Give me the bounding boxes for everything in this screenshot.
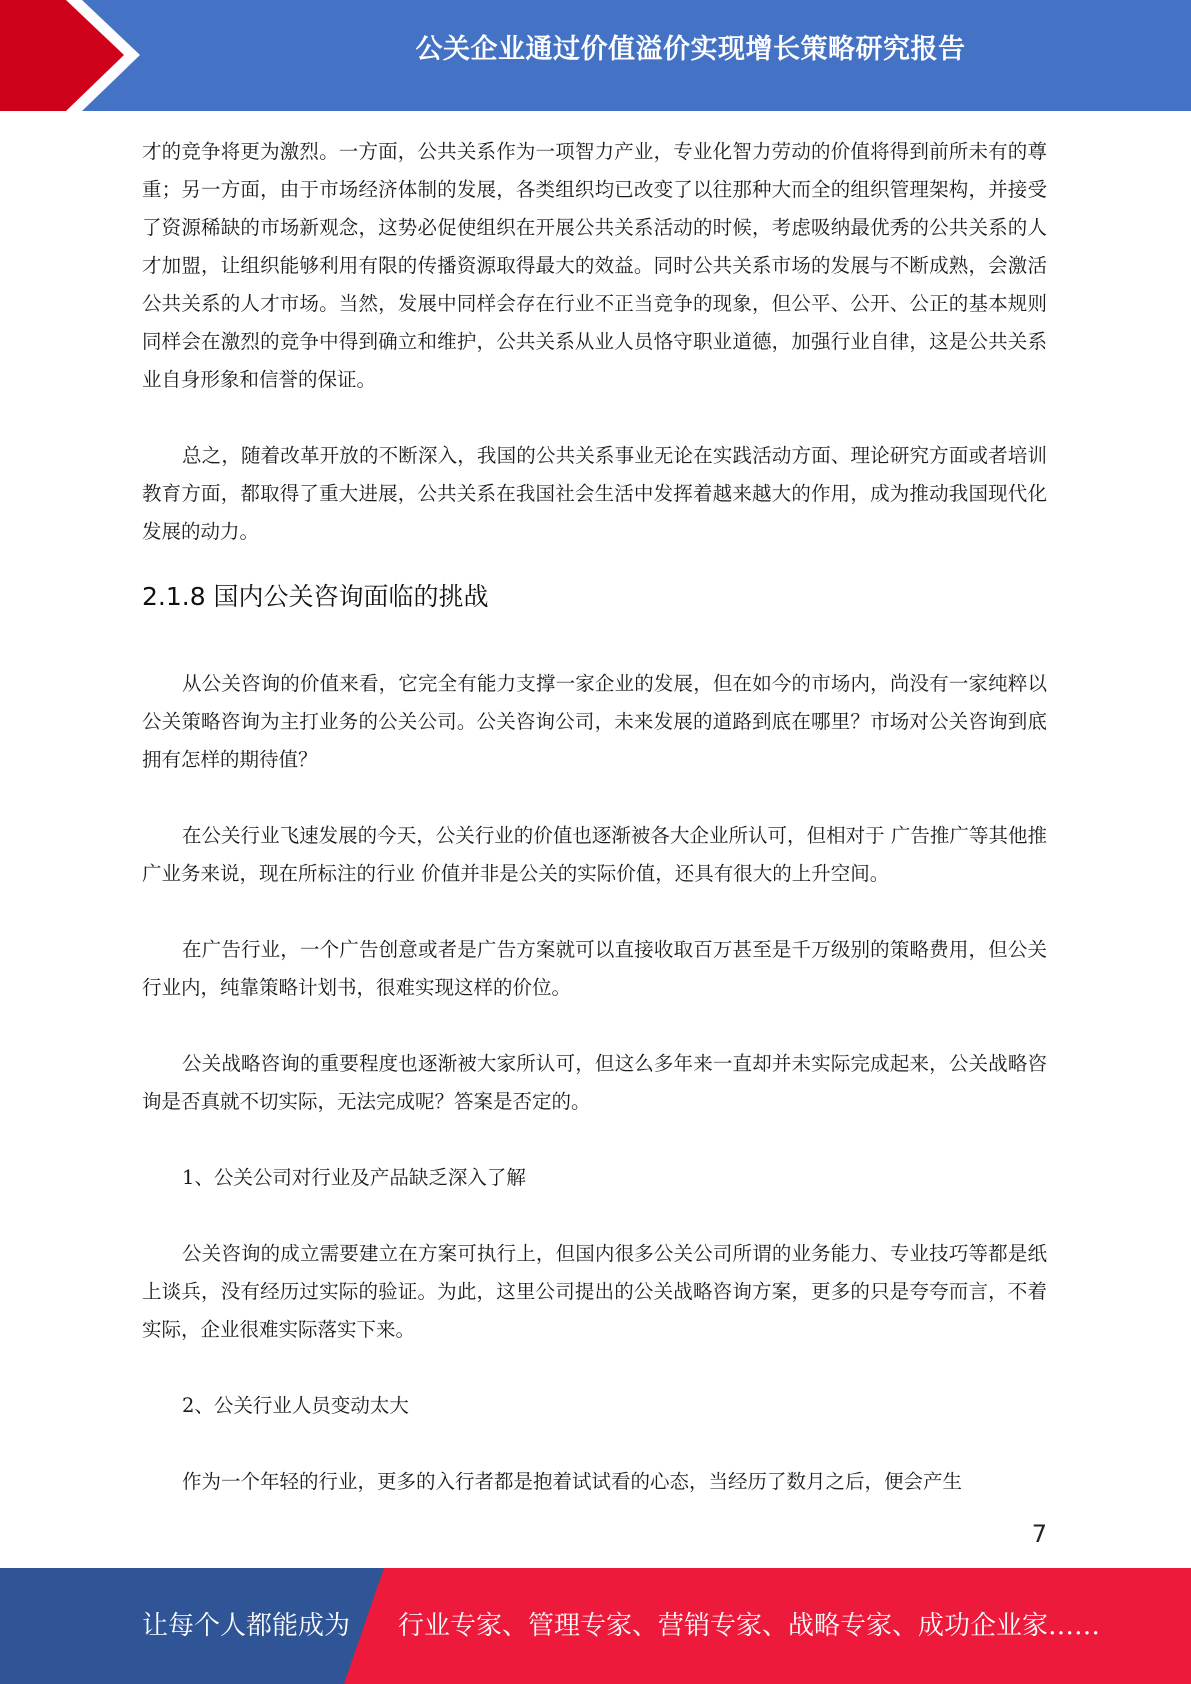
- list-item: 2、公关行业人员变动太大: [182, 1394, 409, 1417]
- paragraph: 公关战略咨询的重要程度也逐渐被大家所认可，但这么多年来一直却并未实际完成起来，公关战略咨询是否真就不切实际，无法完成呢？答案是否定的。: [142, 1052, 1047, 1113]
- paragraph-continuation: 才的竞争将更为激烈。一方面，公共关系作为一项智力产业，专业化智力劳动的价值将得到前所未有的尊重；另一方面，由于市场经济体制的发展，各类组织均已改变了以往那种大而全的组织管理架构，并接受了资源稀缺的市场新观念，这势必促使组织在开展公共关系活动的时候，考虑吸纳最优秀的公共关系的人才加盟，让组织能够利用有限的传播资源取得最大的效益。同时公共关系市场的发展与不断成熟，会激活公共关系的人才市场。当然，发展中同样会存在行业不正当竞争的现象，但公平、公开、公正的基本规则同样会在激烈的竞争中得到确立和维护，公共关系从业人员恪守职业道德，加强行业自律，这是公共关系业自身形象和信誉的保证。: [142, 140, 1047, 391]
- page-footer: [0, 1568, 1191, 1684]
- paragraph: 在公关行业飞速发展的今天，公关行业的价值也逐渐被各大企业所认可，但相对于 广告推广等其他推广业务来说，现在所标注的行业 价值并非是公关的实际价值，还具有很大的上升空间。: [142, 824, 1047, 885]
- page-number: 7: [1031, 1520, 1047, 1548]
- section-heading: 2.1.8 国内公关咨询面临的挑战: [142, 582, 489, 611]
- paragraph-summary: 总之，随着改革开放的不断深入，我国的公共关系事业无论在实践活动方面、理论研究方面或者培训教育方面，都取得了重大进展，公共关系在我国社会生活中发挥着越来越大的作用，成为推动我国现代化发展的动力。: [142, 444, 1047, 543]
- paragraph: 在广告行业，一个广告创意或者是广告方案就可以直接收取百万甚至是千万级别的策略费用，但公关行业内，纯靠策略计划书，很难实现这样的价位。: [142, 938, 1047, 999]
- footer-slogan-right: 行业专家、管理专家、营销专家、战略专家、成功企业家……: [398, 1611, 1101, 1641]
- paragraph: 作为一个年轻的行业，更多的入行者都是抱着试试看的心态，当经历了数月之后，便会产生: [182, 1470, 963, 1493]
- header-arrow-decoration: [0, 0, 140, 111]
- list-item: 1、公关公司对行业及产品缺乏深入了解: [182, 1166, 526, 1189]
- page-header: [0, 0, 1191, 111]
- document-body: [142, 133, 1047, 1501]
- document-title: 公关企业通过价值溢价实现增长策略研究报告: [415, 34, 966, 65]
- paragraph: 从公关咨询的价值来看，它完全有能力支撑一家企业的发展，但在如今的市场内，尚没有一家纯粹以公关策略咨询为主打业务的公关公司。公关咨询公司，未来发展的道路到底在哪里？市场对公关咨询到底拥有怎样的期待值？: [142, 672, 1047, 771]
- paragraph: 公关咨询的成立需要建立在方案可执行上，但国内很多公关公司所谓的业务能力、专业技巧等都是纸上谈兵，没有经历过实际的验证。为此，这里公司提出的公关战略咨询方案，更多的只是夸夸而言，不着实际，企业很难实际落实下来。: [142, 1242, 1047, 1341]
- footer-slogan-left: 让每个人都能成为: [142, 1611, 351, 1641]
